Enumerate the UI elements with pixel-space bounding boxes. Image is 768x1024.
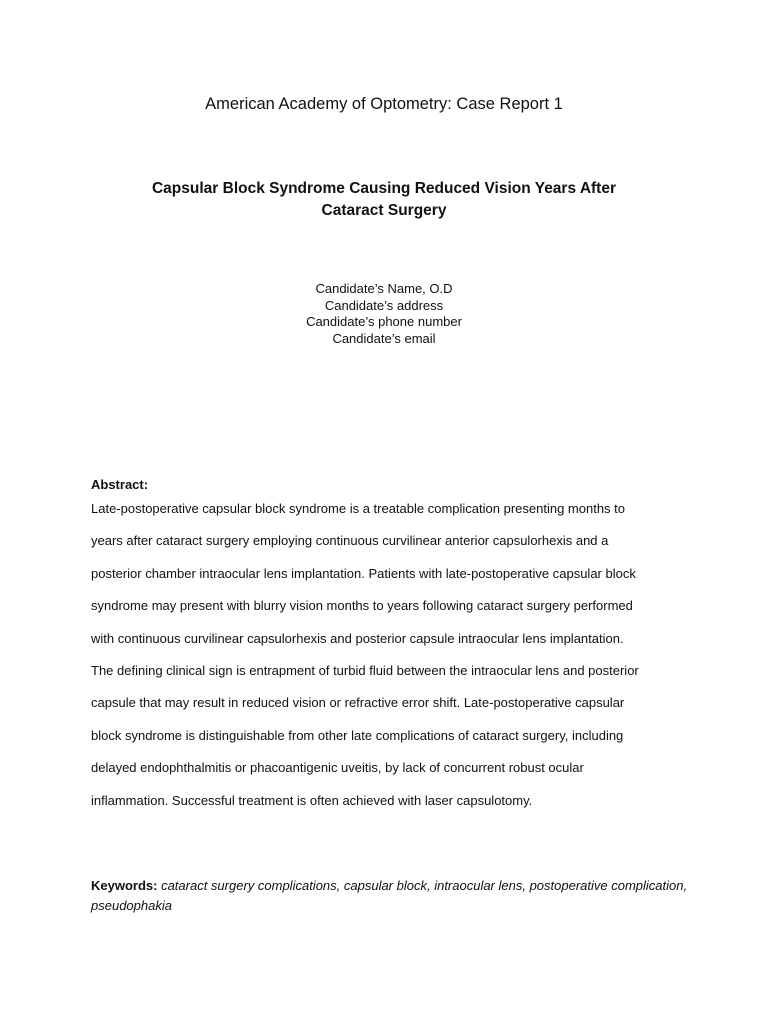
paper-title [84, 178, 684, 222]
abstract-line: inflammation. Successful treatment is often achieved with laser capsulotomy. [91, 792, 533, 808]
abstract-line: delayed endophthalmitis or phacoantigenic uveitis, by lack of concurrent robust ocular [91, 760, 584, 776]
abstract-line: Late-postoperative capsular block syndrome is a treatable complication presenting months to [91, 501, 626, 516]
title-line: Capsular Block Syndrome Causing Reduced Vision Years After [151, 180, 616, 197]
abstract-line: The defining clinical sign is entrapment of turbid fluid between the intraocular lens and posterior [91, 662, 639, 678]
candidate-email: Candidate’s email [332, 330, 436, 346]
abstract-line: syndrome may present with blurry vision months to years following cataract surgery performed [91, 598, 633, 614]
candidate-phone: Candidate’s phone number [306, 314, 462, 329]
abstract-line: years after cataract surgery employing continuous curvilinear anterior capsulorhexis and a [91, 533, 609, 549]
abstract-line: posterior chamber intraocular lens implantation. Patients with late-postoperative capsular block [91, 565, 636, 581]
report-header: American Academy of Optometry: Case Report 1 [205, 95, 563, 113]
keywords-text: cataract surgery complications, capsular block, intraocular lens, postoperative complication, pseudophakia [91, 878, 688, 913]
keywords-section [91, 876, 691, 916]
abstract-body [91, 499, 691, 823]
title-line: Cataract Surgery [321, 202, 447, 219]
abstract-line: with continuous curvilinear capsulorhexis and posterior capsule intraocular lens implantation. [91, 630, 624, 646]
abstract-heading: Abstract: [91, 477, 149, 492]
candidate-address: Candidate’s address [324, 297, 444, 313]
candidate-info [0, 281, 768, 347]
candidate-name: Candidate’s Name, O.D [315, 281, 453, 296]
abstract-line: block syndrome is distinguishable from other late complications of cataract surgery, including [91, 727, 624, 743]
keywords-label: Keywords: [91, 878, 158, 893]
abstract-line: capsule that may result in reduced vision or refractive error shift. Late-postoperative capsular [91, 695, 625, 711]
